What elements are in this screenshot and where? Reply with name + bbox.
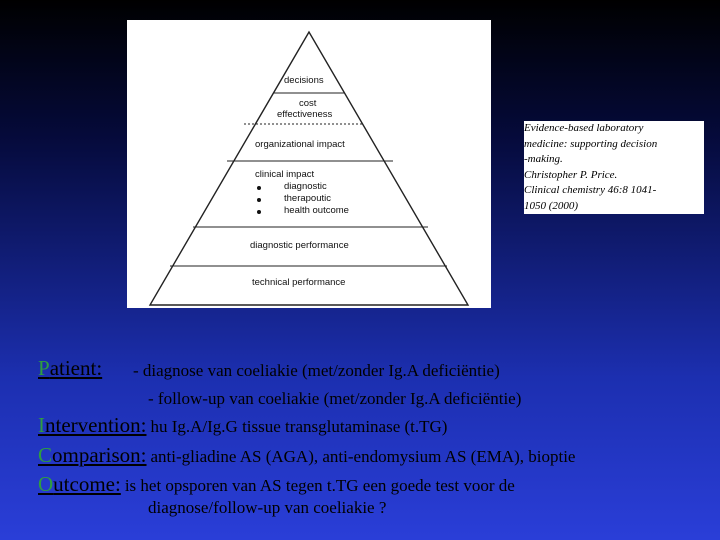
comparison-line (38, 443, 575, 468)
pyramid-diagram (127, 20, 491, 308)
citation-box (524, 121, 704, 214)
citation-line: Christopher P. Price. (524, 168, 618, 181)
outcome-label: Outcome: (38, 472, 121, 496)
pyramid-label-effectiveness: effectiveness (277, 109, 333, 120)
pyramid-label-clinical-impact: clinical impact (255, 169, 315, 180)
pyramid-figure (127, 20, 491, 308)
comparison-label: Comparison: (38, 443, 147, 467)
outcome-text-2: diagnose/follow-up van coeliakie ? (148, 498, 387, 517)
outcome-line (38, 472, 515, 497)
comparison-text: anti-gliadine AS (AGA), anti-endomysium AS (EMA), bioptie (150, 447, 576, 466)
citation-line: 1050 (2000) (524, 199, 579, 212)
intervention-label: Intervention: (38, 413, 147, 437)
pyramid-label-diagnostic-performance: diagnostic performance (250, 240, 349, 251)
intervention-line (38, 413, 447, 438)
patient-line (38, 356, 102, 381)
pyramid-label-health-outcome: health outcome (284, 205, 349, 216)
pyramid-label-organizational-impact: organizational impact (255, 139, 345, 150)
patient-text-1: - diagnose van coeliakie (met/zonder Ig.A deficiëntie) (133, 361, 500, 380)
citation-line: medicine: supporting decision (524, 137, 658, 150)
intervention-text: hu Ig.A/Ig.G tissue transglutaminase (t.TG) (150, 417, 448, 436)
pyramid-label-cost: cost (299, 98, 317, 109)
bullet-icon (257, 210, 261, 214)
citation-line: Clinical chemistry 46:8 1041- (524, 184, 657, 196)
bullet-icon (257, 198, 261, 202)
pyramid-label-diagnostic: diagnostic (284, 181, 327, 192)
pyramid-label-therapoutic: therapoutic (284, 193, 332, 204)
outcome-text-1: is het opsporen van AS tegen t.TG een goede test voor de (124, 476, 515, 495)
citation-line: -making. (524, 153, 563, 165)
bullet-icon (257, 186, 261, 190)
pyramid-label-technical-performance: technical performance (252, 277, 346, 288)
patient-text-2: - follow-up van coeliakie (met/zonder Ig.A deficiëntie) (148, 389, 522, 408)
pyramid-label-decisions: decisions (284, 75, 324, 86)
citation-line: Evidence-based laboratory (524, 122, 644, 134)
patient-label: Patient: (38, 356, 103, 380)
